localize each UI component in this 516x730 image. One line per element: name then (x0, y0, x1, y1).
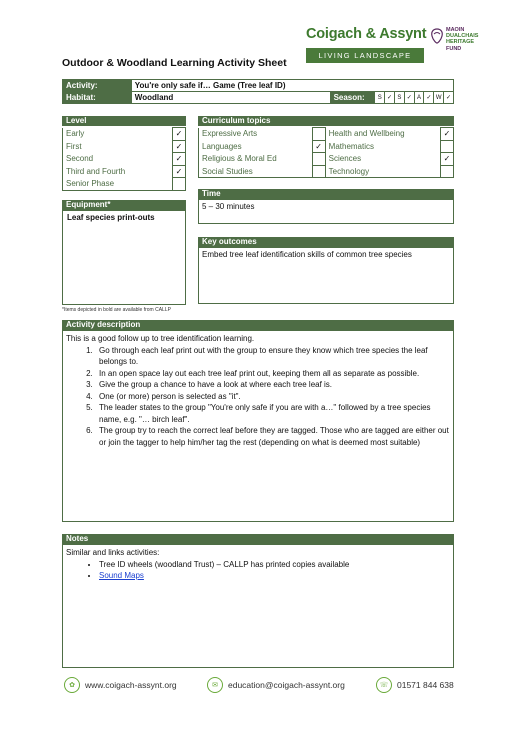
activity-description-body (62, 330, 454, 522)
curriculum-topic: Expressive Arts (199, 128, 313, 141)
activity-step: 1. Go through each leaf print out with the group to ensure they know which tree species the leaf belongs to. (95, 345, 450, 368)
level-label: First (63, 140, 173, 153)
notes-item: • Tree ID wheels (woodland Trust) – CALLP has printed copies available (99, 559, 450, 571)
curriculum-check: ✓ (441, 153, 454, 166)
activity-description-header: Activity description (62, 320, 454, 330)
level-label: Senior Phase (63, 178, 173, 191)
funder-line: DUALCHAIS (446, 33, 479, 40)
activity-step: 4. One (or more) person is selected as "it". (95, 391, 450, 403)
brand-logo-band: LIVING LANDSCAPE (306, 48, 424, 63)
website-text: www.coigach-assynt.org (85, 680, 177, 690)
email-text: education@coigach-assynt.org (228, 680, 345, 690)
phone-icon: ☏ (376, 677, 392, 693)
season-label: Season: (330, 92, 375, 104)
curriculum-check (312, 165, 325, 178)
season-letter: S (375, 92, 385, 104)
equipment-list: Leaf species print-outs (62, 210, 186, 305)
curriculum-header: Curriculum topics (198, 116, 454, 126)
season-check: ✓ (385, 92, 395, 104)
notes-intro: Similar and links activities: (66, 548, 160, 557)
phone-text: 01571 844 638 (397, 680, 454, 690)
level-check: ✓ (173, 165, 186, 178)
time-header: Time (198, 189, 454, 199)
curriculum-topic: Languages (199, 140, 313, 153)
level-table (62, 127, 186, 191)
habitat-value: Woodland (131, 92, 330, 104)
level-check: ✓ (173, 128, 186, 141)
activity-step: 6. The group try to reach the correct leaf before they are tagged. Those who are tagged are either out or join the tagger to help him/her tag the rest (depending on what is deemed most suitable) (95, 425, 450, 448)
curriculum-topic: Religious & Moral Ed (199, 153, 313, 166)
activity-label: Activity: (63, 80, 132, 92)
level-label: Second (63, 153, 173, 166)
season-letter: S (394, 92, 404, 104)
curriculum-topic: Mathematics (328, 141, 375, 151)
notes-body (62, 544, 454, 668)
curriculum-topic: Technology (328, 166, 370, 176)
activity-intro: This is a good follow up to tree identification learning. (66, 334, 255, 343)
footer-email[interactable] (207, 677, 345, 693)
season-letter: W (434, 92, 444, 104)
equipment-header: Equipment* (62, 200, 186, 210)
curriculum-topic: Sciences (328, 154, 362, 164)
curriculum-check: ✓ (312, 140, 325, 153)
heritage-fund-text (446, 27, 478, 52)
season-letter: A (414, 92, 424, 104)
level-label: Third and Fourth (63, 165, 173, 178)
curriculum-table (198, 127, 454, 178)
activity-step: 5. The leader states to the group "You're only safe if you are with a…" followed by a tree species name, e.g. "… birch leaf". (95, 402, 450, 425)
heritage-fund-logo-icon (430, 28, 444, 44)
season-check: ✓ (424, 92, 434, 104)
activity-value: You're only safe if… Game (Tree leaf ID) (131, 80, 453, 92)
level-check: ✓ (173, 153, 186, 166)
curriculum-check (441, 140, 454, 153)
globe-icon: ✿ (64, 677, 80, 693)
curriculum-check (441, 165, 454, 178)
document-title: Outdoor & Woodland Learning Activity Sheet (62, 57, 287, 69)
envelope-icon: ✉ (207, 677, 223, 693)
sound-maps-link[interactable]: Sound Maps (99, 571, 144, 580)
curriculum-topic: Social Studies (199, 165, 313, 178)
footer-website[interactable] (64, 677, 177, 693)
notes-list (66, 559, 450, 582)
funder-line: HERITAGE (446, 39, 475, 46)
funder-line: MAOIN (446, 27, 465, 33)
season-check: ✓ (404, 92, 414, 104)
level-label: Early (63, 128, 173, 141)
time-value: 5 – 30 minutes (198, 199, 454, 224)
activity-step: 2. In an open space lay out each tree leaf print out, keeping them all as separate as possible. (95, 368, 450, 380)
notes-header: Notes (62, 534, 454, 544)
curriculum-check (312, 128, 325, 141)
level-header: Level (62, 116, 186, 126)
key-outcomes-value: Embed tree leaf identification skills of common tree species (198, 247, 454, 304)
curriculum-check (312, 153, 325, 166)
brand-logo-name: Coigach & Assynt (306, 26, 427, 42)
level-check (173, 178, 186, 191)
activity-step: 3. Give the group a chance to have a look at where each tree leaf is. (95, 379, 450, 391)
equipment-footnote: *Items depicted in bold are available from CALLP (62, 307, 171, 313)
habitat-label: Habitat: (63, 92, 132, 104)
curriculum-check: ✓ (441, 128, 454, 141)
season-check: ✓ (444, 92, 454, 104)
activity-info-table (62, 79, 454, 104)
key-outcomes-header: Key outcomes (198, 237, 454, 247)
footer-phone[interactable] (376, 677, 454, 693)
funder-line: FUND (446, 45, 462, 52)
level-check: ✓ (173, 140, 186, 153)
activity-steps (66, 345, 450, 449)
curriculum-topic: Health and Wellbeing (328, 129, 405, 139)
